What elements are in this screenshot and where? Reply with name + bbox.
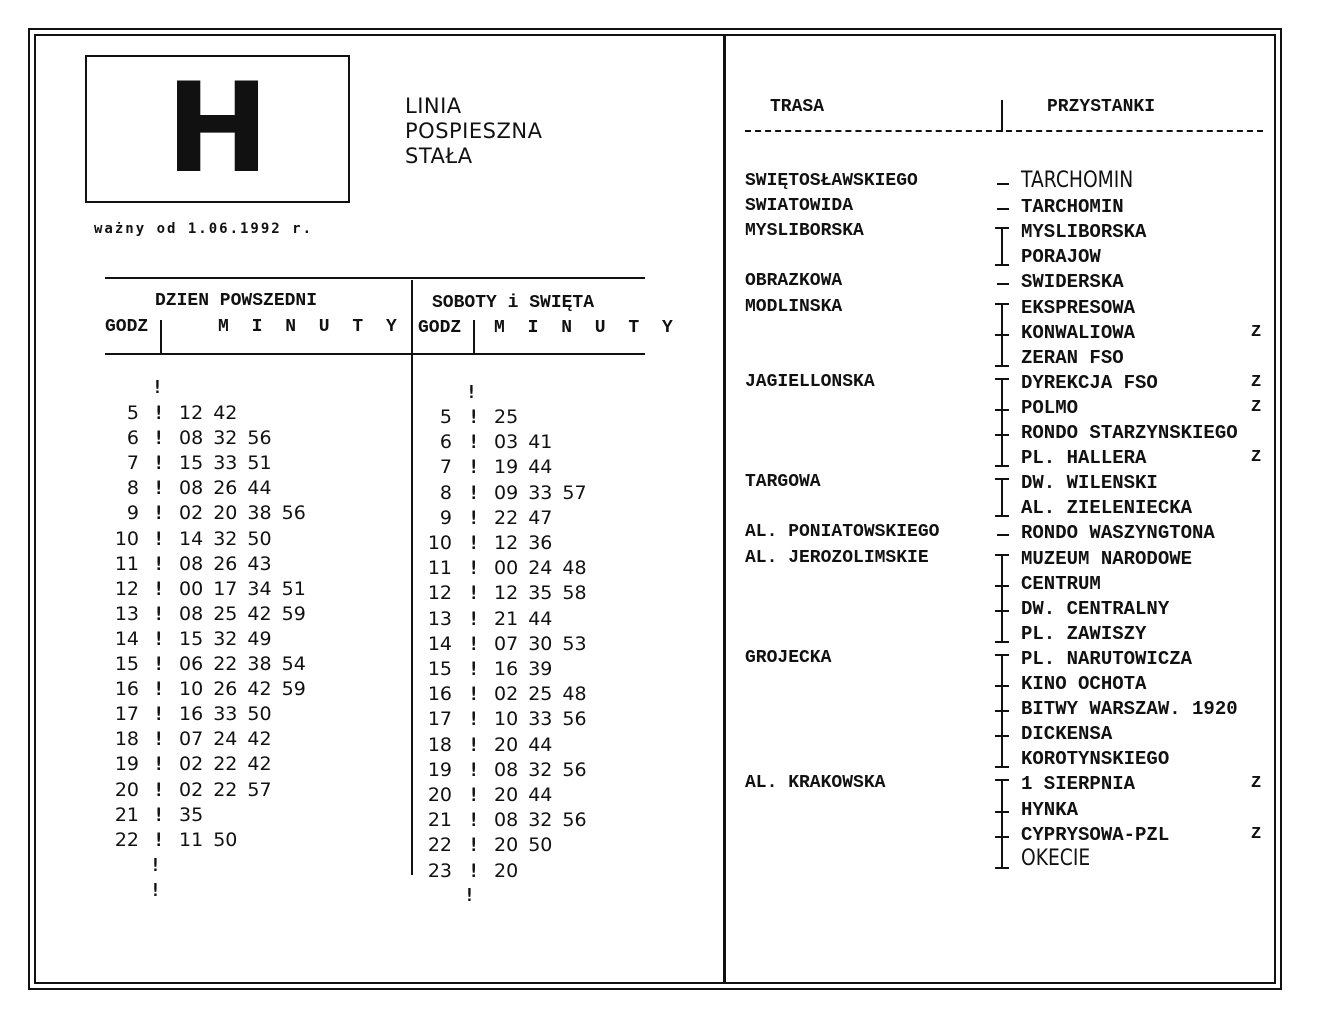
schedule-separator: ! [153,527,165,550]
schedule-hour: 20 [114,778,139,801]
schedule-separator: ! [468,809,480,832]
route-stop: ZERAN FSO [1021,346,1124,369]
route-bracket [1001,554,1003,641]
schedule-separator: ! [468,456,480,479]
schedule-separator: ! [153,602,165,625]
route-bracket-tick [995,515,1009,517]
schedule-minutes: 19 44 [494,456,553,479]
schedule-minutes: 06 22 38 54 [179,653,306,675]
route-street: SWIĘTOSŁAWSKIEGO [745,171,918,191]
route-stop: RONDO STARZYNSKIEGO [1021,422,1238,444]
route-stop: OKECIE [1021,845,1091,871]
route-dash [997,208,1009,210]
schedule-hour: 5 [126,402,139,424]
route-stop: CYPRYSOWA-PZL [1021,823,1170,846]
schedule-hour: 9 [439,506,452,529]
schedule-minutes: 15 33 51 [179,452,272,475]
route-bracket-tick [995,654,1009,656]
schedule-separator: ! [468,557,480,580]
weekday-minutes-label: M I N U T Y [218,317,403,337]
route-stop: DYREKCJA FSO [1021,371,1158,394]
schedule-separator: ! [153,803,165,826]
route-stop: KONWALIOWA [1021,321,1136,344]
schedule-hour: 8 [439,481,452,504]
route-stop: DICKENSA [1021,723,1113,746]
schedule-hour: 18 [114,728,139,751]
line-title-line-1: LINIA [405,94,462,118]
route-stop: DW. CENTRALNY [1021,597,1170,620]
schedule-separator: ! [153,778,165,801]
timetable-header-rule [105,353,645,355]
on-request-mark: Z [1251,448,1262,468]
route-stop: AL. ZIELENIECKA [1021,497,1193,520]
route-stop: CENTRUM [1021,572,1101,595]
route-bracket-tick [995,867,1009,869]
weekend-title: SOBOTY i SWIĘTA [432,293,595,313]
schedule-separator: ! [153,552,165,575]
route-bracket-tick [995,378,1009,380]
route-bracket-tick [995,685,1009,687]
schedule-hour: 8 [126,477,139,500]
schedule-hour: 15 [427,658,452,680]
route-dash [997,283,1009,285]
route-stop: SWIDERSKA [1021,271,1124,294]
schedule-separator: ! [153,653,165,675]
route-street: AL. PONIATOWSKIEGO [745,522,940,543]
schedule-minutes: 20 [494,859,519,882]
schedule-separator: ! [153,728,165,751]
schedule-hour: 11 [427,557,452,580]
schedule-separator: ! [152,377,163,398]
route-bracket [1001,227,1003,264]
weekend-header-divider [473,320,475,354]
schedule-hour: 6 [126,427,139,450]
route-stop: PL. HALLERA [1021,447,1147,470]
on-request-mark: Z [1251,397,1262,417]
route-bracket [1001,378,1003,465]
schedule-minutes: 02 20 38 56 [179,502,306,525]
route-stop: BITWY WARSZAW. 1920 [1021,698,1238,721]
schedule-hour: 16 [114,678,139,701]
schedule-hour: 20 [427,784,452,806]
weekend-minutes-label: M I N U T Y [494,318,679,338]
schedule-hour: 13 [427,607,452,630]
schedule-minutes: 12 35 58 [494,582,587,605]
on-request-mark: Z [1251,774,1262,794]
schedule-minutes: 02 25 48 [494,683,587,706]
line-title-line-3: STAŁA [405,144,473,168]
stops-column-label: PRZYSTANKI [1047,97,1156,117]
schedule-separator: ! [153,427,165,450]
schedule-separator: ! [468,406,480,428]
schedule-separator: ! [466,382,477,403]
schedule-separator: ! [153,627,165,650]
route-header-divider [1001,100,1003,132]
schedule-minutes: 00 17 34 51 [179,577,306,600]
route-bracket-tick [995,334,1009,336]
schedule-separator: ! [153,452,165,475]
schedule-separator: ! [468,733,480,756]
on-request-mark: Z [1251,322,1262,342]
schedule-separator: ! [150,880,161,901]
schedule-separator: ! [153,753,165,776]
schedule-separator: ! [150,855,161,876]
schedule-hour: 19 [427,758,452,781]
schedule-hour: 16 [427,683,452,706]
valid-from: ważny od 1.06.1992 r. [94,221,314,237]
schedule-separator: ! [468,632,480,655]
schedule-minutes: 08 32 56 [494,809,587,832]
route-street: MYSLIBORSKA [745,221,864,242]
route-bracket-tick [995,434,1009,436]
route-stop: PL. NARUTOWICZA [1021,647,1193,670]
route-bracket [1001,478,1003,515]
schedule-separator: ! [153,502,165,525]
route-bracket-tick [995,227,1009,229]
schedule-hour: 15 [114,653,139,675]
schedule-hour: 14 [427,632,452,655]
schedule-hour: 17 [114,703,139,726]
route-stop: TARCHOMIN [1021,168,1134,193]
schedule-hour: 22 [427,834,452,857]
schedule-minutes: 12 36 [494,532,553,554]
schedule-separator: ! [468,834,480,857]
route-bracket [1001,779,1003,866]
weekend-hour-label: GODZ [418,318,462,338]
schedule-hour: 18 [427,733,452,756]
route-street: JAGIELLONSKA [745,371,875,392]
schedule-minutes: 11 50 [179,828,238,851]
schedule-separator: ! [468,506,480,529]
schedule-minutes: 14 32 50 [179,527,272,550]
route-stop: KINO OCHOTA [1021,673,1147,695]
schedule-hour: 10 [114,527,139,550]
schedule-separator: ! [468,607,480,630]
route-stop: TARCHOMIN [1021,196,1124,219]
route-stop: RONDO WASZYNGTONA [1021,522,1215,545]
route-bracket-tick [995,465,1009,467]
route-street: TARGOWA [745,472,821,493]
timetable-column-divider [411,280,413,875]
schedule-minutes: 20 44 [494,733,553,756]
schedule-separator: ! [468,708,480,731]
schedule-hour: 9 [126,502,139,525]
route-bracket-tick [995,735,1009,737]
on-request-mark: Z [1251,372,1262,392]
weekday-title: DZIEN POWSZEDNI [155,291,318,311]
schedule-minutes: 16 33 50 [179,703,272,726]
schedule-hour: 7 [126,452,139,475]
line-title-line-2: POSPIESZNA [405,119,543,143]
schedule-minutes: 25 [494,406,519,428]
schedule-minutes: 20 44 [494,784,553,806]
route-column-label: TRASA [770,97,825,117]
schedule-separator: ! [468,481,480,504]
schedule-hour: 19 [114,753,139,776]
schedule-separator: ! [468,431,480,454]
schedule-hour: 17 [427,708,452,731]
route-stop: MYSLIBORSKA [1021,221,1147,244]
schedule-minutes: 22 47 [494,506,553,529]
route-bracket-tick [995,264,1009,266]
schedule-hour: 13 [114,602,139,625]
schedule-minutes: 00 24 48 [494,557,587,580]
schedule-hour: 7 [439,456,452,479]
route-stop: PL. ZAWISZY [1021,622,1147,645]
schedule-hour: 5 [439,406,452,428]
schedule-separator: ! [468,859,480,882]
schedule-separator: ! [153,402,165,424]
route-stop: POLMO [1021,396,1079,419]
route-bracket-tick [995,554,1009,556]
page-divider [723,34,726,984]
route-bracket-tick [995,641,1009,643]
route-stop: DW. WILENSKI [1021,472,1158,495]
schedule-separator: ! [464,885,475,906]
route-bracket-tick [995,779,1009,781]
schedule-minutes: 20 50 [494,834,553,857]
route-bracket-tick [995,610,1009,612]
route-street: SWIATOWIDA [745,196,854,217]
route-bracket-tick [995,811,1009,813]
line-title [405,94,542,169]
schedule-separator: ! [153,828,165,851]
route-header-dashed-rule [745,130,1263,132]
schedule-minutes: 10 26 42 59 [179,678,306,701]
schedule-hour: 23 [427,859,452,882]
schedule-minutes: 12 42 [179,402,238,424]
schedule-separator: ! [468,582,480,605]
schedule-separator: ! [153,477,165,500]
schedule-minutes: 07 24 42 [179,728,272,751]
schedule-minutes: 10 33 56 [494,708,587,731]
weekday-hour-label: GODZ [105,317,149,337]
line-logo-letter: H [165,57,270,201]
route-stop: KOROTYNSKIEGO [1021,748,1170,771]
schedule-hour: 12 [427,582,452,605]
schedule-hour: 22 [114,828,139,851]
route-bracket-tick [995,365,1009,367]
route-bracket-tick [995,478,1009,480]
route-bracket-tick [995,585,1009,587]
route-stop: 1 SIERPNIA [1021,773,1136,796]
route-stop: MUZEUM NARODOWE [1021,547,1193,570]
weekday-header-divider [160,320,162,354]
schedule-minutes: 16 39 [494,658,553,680]
route-dash [997,183,1009,185]
schedule-separator: ! [468,683,480,706]
schedule-minutes: 02 22 57 [179,778,272,801]
route-bracket-tick [995,303,1009,305]
schedule-separator: ! [468,532,480,554]
schedule-minutes: 08 26 43 [179,552,272,575]
schedule-hour: 6 [439,431,452,454]
schedule-separator: ! [153,577,165,600]
schedule-hour: 14 [114,627,139,650]
on-request-mark: Z [1251,824,1262,844]
route-street: AL. JEROZOLIMSKIE [745,547,929,568]
schedule-separator: ! [468,784,480,806]
schedule-minutes: 21 44 [494,607,553,630]
schedule-minutes: 08 32 56 [179,427,272,450]
route-stop: HYNKA [1021,798,1079,821]
route-street: AL. KRAKOWSKA [745,773,886,794]
route-dash [997,534,1009,536]
schedule-separator: ! [468,658,480,680]
line-logo-box [85,55,350,203]
schedule-hour: 12 [114,577,139,600]
route-bracket-tick [995,710,1009,712]
schedule-separator: ! [468,758,480,781]
schedule-minutes: 08 25 42 59 [179,602,306,625]
schedule-minutes: 08 32 56 [494,758,587,781]
schedule-separator: ! [153,678,165,701]
schedule-minutes: 02 22 42 [179,753,272,776]
schedule-hour: 11 [114,552,139,575]
schedule-minutes: 15 32 49 [179,627,272,650]
route-bracket-tick [995,766,1009,768]
schedule-minutes: 09 33 57 [494,481,587,504]
schedule-hour: 21 [427,809,452,832]
schedule-minutes: 35 [179,803,204,826]
route-bracket-tick [995,836,1009,838]
schedule-minutes: 03 41 [494,431,553,454]
route-bracket-tick [995,409,1009,411]
schedule-hour: 10 [427,532,452,554]
timetable-top-rule [105,277,645,279]
route-street: MODLINSKA [745,296,843,317]
schedule-hour: 21 [114,803,139,826]
route-stop: PORAJOW [1021,246,1101,269]
schedule-minutes: 08 26 44 [179,477,272,500]
route-street: OBRAZKOWA [745,271,843,292]
schedule-separator: ! [153,703,165,726]
route-street: GROJECKA [745,647,832,668]
route-stop: EKSPRESOWA [1021,296,1136,319]
schedule-minutes: 07 30 53 [494,632,587,655]
